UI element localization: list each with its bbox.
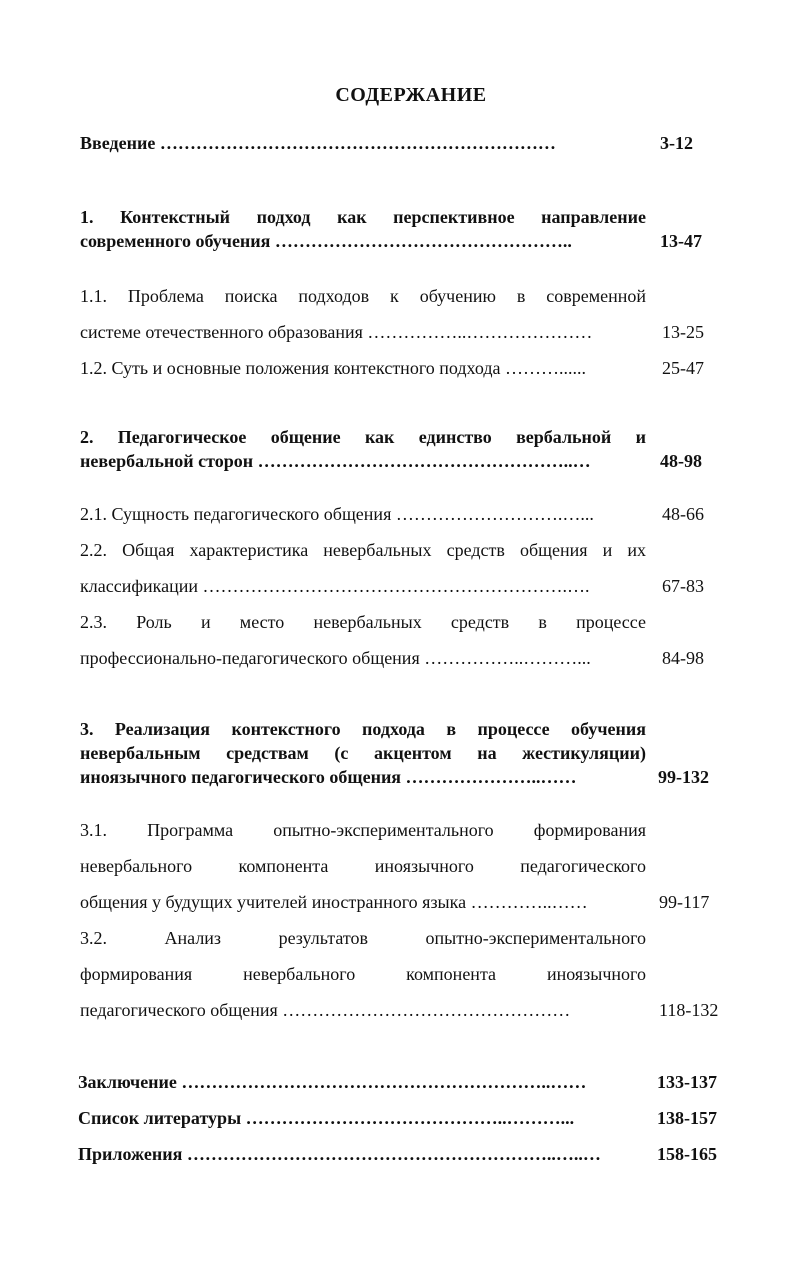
entry-line: 2.2. Общая характеристика невербальных средств общения и их	[80, 540, 646, 560]
leader-dots: ……………………………………………………..……	[181, 1072, 587, 1092]
page-range: 99-117	[659, 892, 710, 912]
page-range: 48-66	[662, 504, 704, 524]
page-range: 138-157	[657, 1108, 717, 1128]
entry-line: невербального компонента иноязычного педагогического	[80, 856, 646, 876]
leader-dots: ……………………………………………..…	[257, 451, 591, 471]
page-range: 13-25	[662, 322, 704, 342]
page-range: 25-47	[662, 358, 704, 378]
page-range: 67-83	[662, 576, 704, 596]
entry-line: иноязычного педагогического общения	[80, 767, 406, 787]
toc-section-3-2	[80, 920, 646, 1028]
entry-line: классификации	[80, 576, 203, 596]
entry-line: формирования невербального компонента иноязычного	[80, 964, 646, 984]
toc-entry-appendix	[78, 1142, 642, 1166]
page-title: СОДЕРЖАНИЕ	[335, 84, 487, 106]
entry-line: 1. Контекстный подход как перспективное направление	[80, 207, 646, 227]
entry-label: Заключение	[78, 1072, 182, 1092]
page-range: 48-98	[660, 451, 702, 471]
leader-dots: …………..……	[470, 892, 588, 912]
entry-line: 2. Педагогическое общение как единство вербальной и	[80, 427, 646, 447]
entry-line: современного обучения	[80, 231, 275, 251]
page-range: 118-132	[659, 1000, 719, 1020]
entry-line: 3. Реализация контекстного подхода в процессе обучения	[80, 719, 646, 739]
entry-line: невербальной сторон	[80, 451, 258, 471]
entry-line: 3.1. Программа опытно-экспериментального формирования	[80, 820, 646, 840]
entry-line: 3.2. Анализ результатов опытно-экспериментального	[80, 928, 646, 948]
entry-line: профессионально-педагогического общения	[80, 648, 425, 668]
leader-dots: ……………..…………………	[367, 322, 593, 342]
leader-dots: ……………..………...	[424, 648, 591, 668]
leader-dots: ……………………….…...	[395, 504, 594, 524]
leader-dots: …………………………………………………….….	[202, 576, 590, 596]
leader-dots: …………………………………………	[282, 1000, 571, 1020]
page-range: 84-98	[662, 648, 704, 668]
entry-line: общения у будущих учителей иностранного языка	[80, 892, 471, 912]
toc-entry-conclusion	[78, 1070, 642, 1094]
toc-chapter-2	[80, 425, 646, 473]
entry-line: 1.1. Проблема поиска подходов к обучению в современной	[80, 286, 646, 306]
leader-dots: …………………………………………………………	[159, 133, 556, 153]
toc-entry-references	[78, 1106, 642, 1130]
page-range: 13-47	[660, 231, 702, 251]
entry-line: 2.1. Сущность педагогического общения	[80, 504, 396, 524]
entry-line: 2.3. Роль и место невербальных средств в процессе	[80, 612, 646, 632]
page-range: 3-12	[660, 133, 693, 153]
leader-dots: ………......	[504, 358, 586, 378]
toc-chapter-3	[80, 717, 646, 789]
toc-section-2-1	[80, 496, 646, 532]
page-range: 133-137	[657, 1072, 717, 1092]
entry-line: системе отечественного образования	[80, 322, 368, 342]
toc-section-3-1	[80, 812, 646, 920]
page-range: 99-132	[658, 767, 709, 787]
toc-chapter-1	[80, 205, 646, 253]
leader-dots: ……………………………………………………..…..…	[186, 1144, 601, 1164]
leader-dots: ……………………………………..………...	[245, 1108, 575, 1128]
entry-line: невербальным средствам (с акцентом на жестикуляции)	[80, 743, 646, 763]
toc-section-1-2	[80, 350, 646, 386]
entry-label: Введение	[80, 133, 160, 153]
toc-section-1-1	[80, 278, 646, 350]
entry-line: 1.2. Суть и основные положения контекстного подхода	[80, 358, 505, 378]
page-range: 158-165	[657, 1144, 717, 1164]
toc-section-2-3	[80, 604, 646, 676]
entry-label: Приложения	[78, 1144, 187, 1164]
toc-section-2-2	[80, 532, 646, 604]
entry-label: Список литературы	[78, 1108, 246, 1128]
leader-dots: …………………..……	[405, 767, 577, 787]
toc-entry-intro	[80, 131, 646, 155]
leader-dots: …………………………………………..	[274, 231, 572, 251]
entry-line: педагогического общения	[80, 1000, 283, 1020]
